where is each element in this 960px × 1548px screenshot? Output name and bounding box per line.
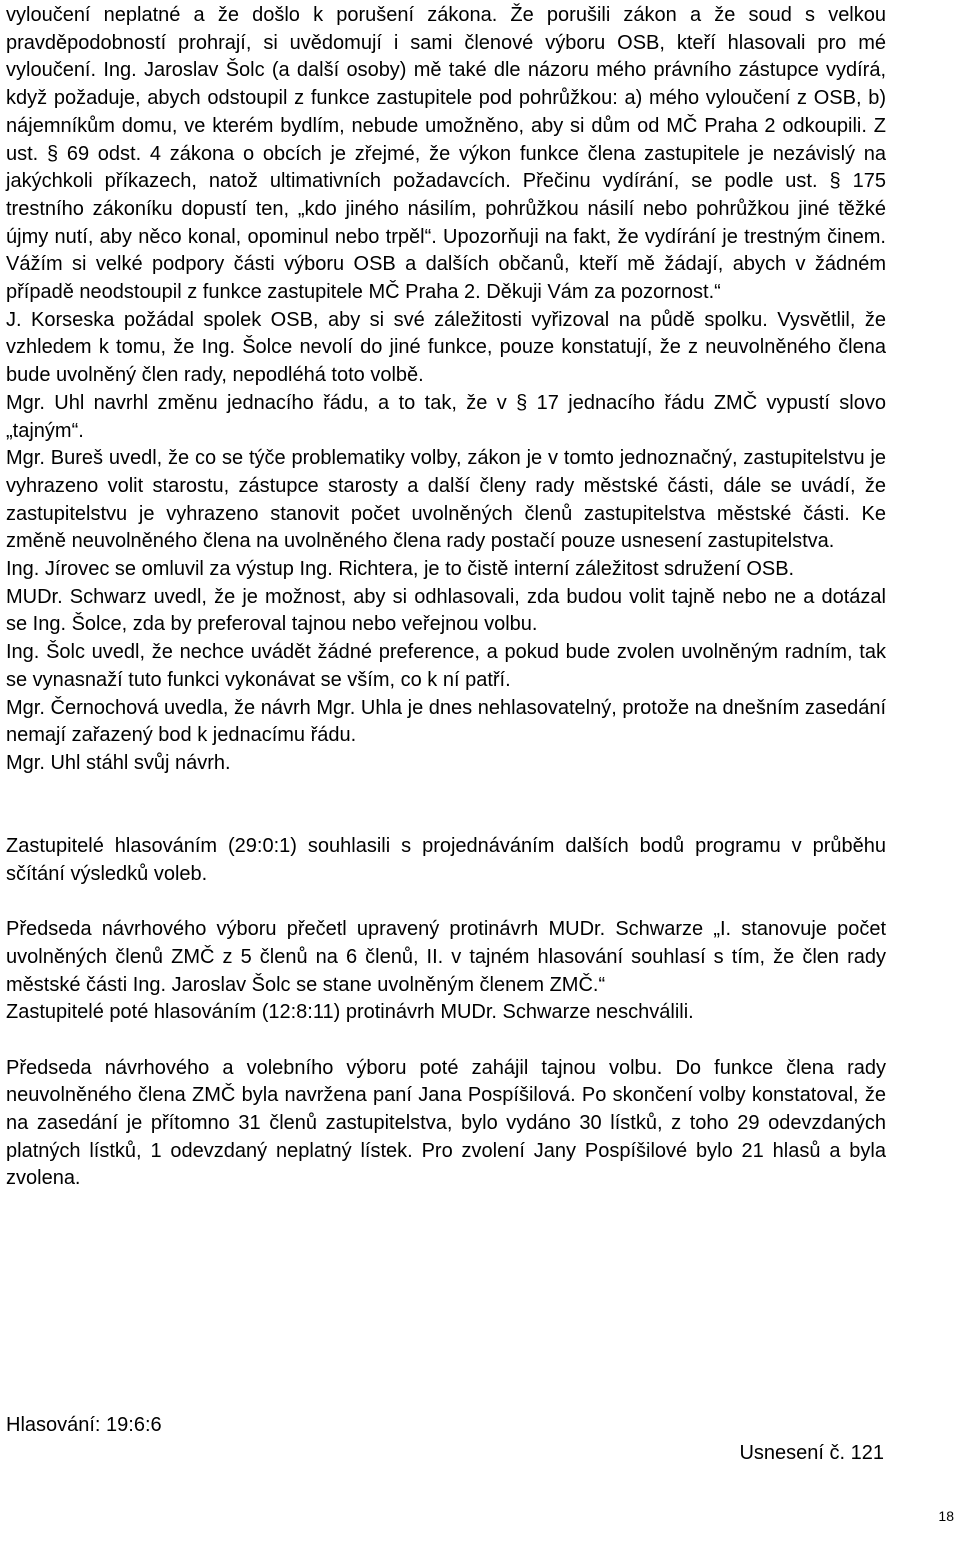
paragraph-uhl-proposal: Mgr. Uhl navrhl změnu jednacího řádu, a to tak, že v § 17 jednacího řádu ZMČ vypustí slovo „tajným“. (6, 391, 886, 442)
paragraph-statement-continued: vyloučení neplatné a že došlo k porušení zákona. Že porušili zákon a že soud s velkou pravděpodobností prohrají, si uvědomují i sami členové výboru OSB, kteří hlasovali pro mé vyloučení. Ing. Jaroslav Šolc (a další osoby) mě také dle názoru mého právního zástupce vydírá, když požaduje, abych odstoupil z funkce zastupitele pod pohrůžkou: a) mého vyloučení z OSB, b) nájemníkům domu, ve kterém bydlím, nebude umožněno, aby si dům od MČ Praha 2 odkoupili. Z ust. § 69 odst. 4 zákona o obcích je zřejmé, že výkon funkce člena zastupitele je nezávislý na jakýchkoli příkazech, natož ultimativních požadavcích. Přečinu vydírání, se podle ust. § 175 trestního zákoníku dopustí ten, „kdo jiného násilím, pohrůžkou násilí nebo pohrůžkou jiné těžké újmy nutí, aby něco konal, opominul nebo trpěl“. Upozorňuji na fakt, že vydírání je trestným činem. Vážím si velké podpory části výboru OSB a dalších občanů, kteří mě žádají, abych v žádném případě neodstoupil z funkce zastupitele MČ Praha 2. Děkuji Vám za pozornost.“ (6, 4, 886, 304)
paragraph-solc: Ing. Šolc uvedl, že nechce uvádět žádné preference, a pokud bude zvolen uvolněným radním, tak se vynasnaží tuto funkci vykonávat se vším, co k ní patří. (6, 641, 886, 691)
resolution-number: Usnesení č. 121 (739, 1442, 884, 1464)
paragraph-jirovec: Ing. Jírovec se omluvil za výstup Ing. Richtera, je to čistě interní záležitost sdružení OSB. (6, 558, 795, 581)
paragraph-vote-program: Zastupitelé hlasováním (29:0:1) souhlasili s projednáváním dalších bodů programu v průběhu sčítání výsledků voleb. (6, 835, 886, 885)
paragraph-counterproposal-rejected: Zastupitelé poté hlasováním (12:8:11) protinávrh MUDr. Schwarze neschválili. (6, 1001, 694, 1024)
paragraph-uhl-withdrawal: Mgr. Uhl stáhl svůj návrh. (6, 751, 231, 774)
paragraph-counterproposal: Předseda návrhového výboru přečetl upravený protinávrh MUDr. Schwarze „I. stanovuje počet uvolněných členů ZMČ z 5 členů na 6 členů, II. v tajném hlasování souhlasí s tím, že člen rady městské části Ing. Jaroslav Šolc se stane uvolněným členem ZMČ.“ (6, 918, 886, 996)
paragraph-secret-ballot: Předseda návrhového a volebního výboru poté zahájil tajnou volbu. Do funkce člena rady neuvolněného člena ZMČ byla navržena paní Jana Pospíšilová. Po skončení volby konstatoval, že na zasedání je přítomno 31 členů zastupitelstva, bylo vydáno 30 lístků, z toho 29 odevzdaných platných lístků, 1 odevzdaný neplatný lístek. Pro zvolení Jany Pospíšilové bylo 21 hlasů a byla zvolena. (6, 1056, 886, 1190)
paragraph-schwarz: MUDr. Schwarz uvedl, že je možnost, aby si odhlasovali, zda budou volit tajně nebo ne a dotázal se Ing. Šolce, zda by preferoval tajnou nebo veřejnou volbu. (6, 585, 886, 636)
document-body (6, 2, 886, 1193)
page-number: 18 (938, 1508, 954, 1524)
paragraph-bures: Mgr. Bureš uvedl, že co se týče problematiky volby, zákon je v tomto jednoznačný, zastupitelstvu je vyhrazeno volit starostu, zástupce starosty a další členy rady městské části, dále se uvádí, že zastupitelstvu je vyhrazeno stanovit počet uvolněných členů zastupitelstva městské části. Ke změně neuvolněného člena na uvolněného člena rady postačí pouze usnesení zastupitelstva. (6, 447, 886, 553)
paragraph-cernochova: Mgr. Černochová uvedla, že návrh Mgr. Uhla je dnes nehlasovatelný, protože na dnešním zasedání nemají zařazený bod k jednacímu řádu. (6, 696, 886, 747)
voting-result: Hlasování: 19:6:6 (6, 1414, 162, 1436)
paragraph-korseska: J. Korseska požádal spolek OSB, aby si své záležitosti vyřizoval na půdě spolku. Vysvětlil, že vzhledem k tomu, že Ing. Šolce nevolí do jiné funkce, pouze konstatují, že z neuvolněného člena bude uvolněný člen rady, nepodléhá toto volbě. (6, 308, 886, 387)
